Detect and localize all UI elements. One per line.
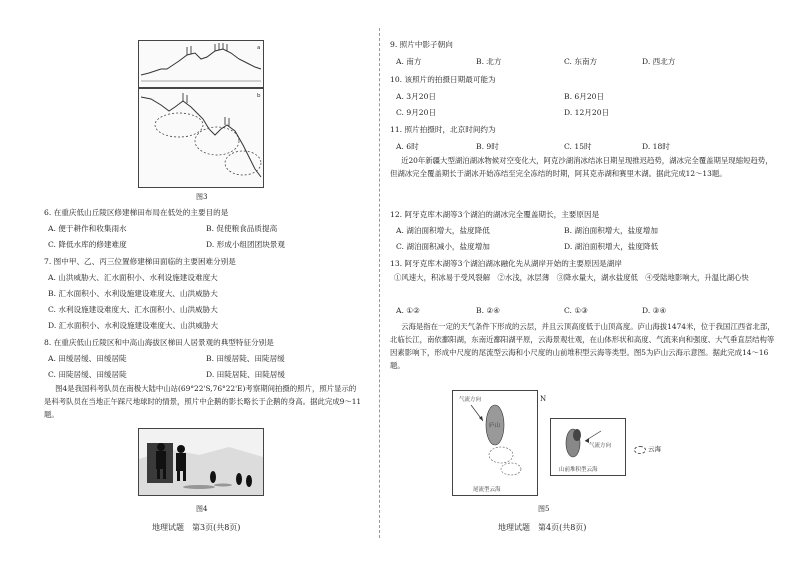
question-7-option-b[interactable]: B. 汇水面积小、水利设施建设难度大、山洪威胁大 — [48, 289, 218, 298]
question-10-stem: 10. 该照片的拍摄日期最可能为 — [390, 75, 496, 84]
passage-cloud-sea: 云海是指在一定的天气条件下形成的云层，并且云顶高度低于山顶高度。庐山海拔1474米，位于我国江西省北部，北临长江，南依鄱阳湖，东南近鄱阳湖平原，云海景观壮观，在山体形状和高度、气流来向和强度、大气垂直层结构等因素影响下，形成中尺度的尾流型云海和小尺度的山前堆积型云海等类型。图5为庐山云海示意图。据此完成14～16题。 — [390, 322, 775, 370]
question-7-stem: 7. 图中甲、乙、丙三位置修建梯田面临的主要困难分别是 — [44, 257, 236, 266]
question-10-option-c[interactable]: C. 9月20日 — [396, 108, 437, 117]
figure-5-left-sub-label: 尾流型云海 — [473, 487, 501, 493]
question-9-option-c[interactable]: C. 东南方 — [564, 57, 598, 66]
question-12-option-a[interactable]: A. 湖泊面积增大，盐度降低 — [396, 226, 490, 235]
passage-lake-ice: 近20年新疆大型湖泊湖冰物候对空变化大，阿克沙湖消冰结冰日期呈现推迟趋势，湖冰完全覆盖期呈现缩短趋势，但湖冰完全覆盖期长于湖冰开始冻结至完全冻结的时期，阿其克赤湖和赛里木湖。据此完成12～13题。 — [390, 156, 773, 178]
question-9-option-b[interactable]: B. 北方 — [476, 57, 502, 66]
question-8-option-a[interactable]: A. 田缓居缓、田缓居陡 — [48, 354, 127, 363]
left-page-footer: 地理试题 第3页(共8页) — [152, 523, 241, 532]
question-6-option-c[interactable]: C. 降低水库的修建难度 — [48, 240, 127, 249]
figure-5-wake-cloud-sea — [452, 390, 538, 496]
question-8-option-d[interactable]: D. 田陡居陡、田陡居缓 — [206, 370, 285, 379]
question-13-statements: ①风速大，积冰易于受风裂解 ②水浅，冰层薄 ③降水量大，湖水盐度低 ④受陆地影响大，升温比湖心快 — [394, 273, 749, 282]
question-11-option-d[interactable]: D. 18时 — [642, 142, 670, 151]
question-11-option-a[interactable]: A. 6时 — [396, 142, 419, 151]
figure-5-legend-symbol — [634, 446, 646, 454]
question-12-option-b[interactable]: B. 湖泊面积增大，盐度增加 — [564, 226, 658, 235]
figure-3b — [138, 88, 264, 188]
figure-5-legend-label: 云海 — [648, 445, 661, 453]
question-9-option-d[interactable]: D. 西北方 — [642, 57, 676, 66]
figure-4-photo — [138, 428, 264, 496]
figure-3-caption: 图3 — [196, 193, 208, 201]
figure-3b-terrace-profile — [139, 89, 263, 187]
question-10-option-d[interactable]: D. 12月20日 — [564, 108, 610, 117]
figure-3 — [138, 40, 264, 88]
question-10-option-a[interactable]: A. 3月20日 — [396, 92, 436, 101]
question-13-option-d[interactable]: D. ③④ — [642, 306, 667, 315]
question-13-option-c[interactable]: C. ①③ — [564, 306, 588, 315]
question-13-option-a[interactable]: A. ①② — [396, 306, 420, 315]
question-11-stem: 11. 照片拍摄时，北京时间约为 — [390, 125, 496, 134]
question-8-stem: 8. 在重庆低山丘陵区和中高山海拔区梯田人居景观的典型特征分别是 — [44, 338, 274, 347]
figure-5-caption: 图5 — [538, 505, 550, 513]
question-13-stem: 13. 阿牙克库木湖等3个湖泊湖冰融化先从湖岸开始的主要原因是湖岸 — [390, 259, 622, 268]
question-6-option-a[interactable]: A. 便于耕作和收集雨水 — [48, 224, 127, 233]
figure-3a-label: a — [257, 45, 261, 51]
question-7-option-d[interactable]: D. 汇水面积小、水利设施建设难度大、山洪威胁大 — [48, 321, 219, 330]
figure-3b-label: b — [257, 93, 261, 99]
left-page — [0, 0, 380, 561]
question-8-option-c[interactable]: C. 田陡居缓、田缓居陡 — [48, 370, 127, 379]
question-9-option-a[interactable]: A. 南方 — [396, 57, 422, 66]
figure-5-right-sub-label: 山前堆积型云海 — [559, 467, 598, 473]
question-11-option-c[interactable]: C. 15时 — [564, 142, 592, 151]
question-9-stem: 9. 照片中影子朝向 — [390, 40, 453, 49]
question-11-option-b[interactable]: B. 9时 — [476, 142, 499, 151]
question-10-option-b[interactable]: B. 6月20日 — [564, 92, 605, 101]
question-6-option-d[interactable]: D. 形成小组团团块景观 — [206, 240, 285, 249]
figure-5-front-cloud-sea — [550, 418, 626, 476]
question-8-option-b[interactable]: B. 田缓居陡、田陡居缓 — [206, 354, 285, 363]
question-6-option-b[interactable]: B. 促使粮食品质提高 — [206, 224, 278, 233]
question-13-option-b[interactable]: B. ②④ — [476, 306, 501, 315]
figure-5-left-airflow-label: 气流方向 — [459, 397, 482, 403]
figure-5-wake-diagram — [453, 391, 537, 495]
right-page — [380, 0, 794, 561]
figure-4-scene — [139, 429, 263, 495]
question-12-option-d[interactable]: D. 湖泊面积增大，盐度降低 — [564, 242, 659, 251]
figure-5-north-arrow: N — [540, 395, 547, 403]
right-page-footer: 地理试题 第4页(共8页) — [498, 523, 587, 532]
question-12-option-c[interactable]: C. 湖泊面积减小，盐度增加 — [396, 242, 490, 251]
question-6-stem: 6. 在重庆低山丘陵区修建梯田布局在低处的主要目的是 — [44, 208, 229, 217]
figure-5-lushan-label: 庐山 — [489, 423, 501, 429]
figure-3a-terrace-profile — [139, 41, 263, 87]
question-12-stem: 12. 阿牙克库木湖等3个湖泊的湖冰完全覆盖期长，主要原因是 — [390, 210, 600, 219]
passage-figure-4: 图4是我国科考队员在南极大陆中山站(69°22'S,76°22'E)考察期间拍摄的照片，照片显示的是科考队员在当地正午踩尺地球时的情景，照片中企鹅的影长略长于企鹅的身高。据此完成9～11题。 — [44, 384, 362, 419]
question-7-option-a[interactable]: A. 山洪威胁大、汇水面积小、水利设施建设难度大 — [48, 273, 218, 282]
figure-5-right-airflow-label: 气流方向 — [589, 443, 612, 449]
figure-5-front-diagram — [551, 419, 625, 475]
figure-4-caption: 图4 — [196, 505, 208, 513]
question-7-option-c[interactable]: C. 水利设施建设难度大、汇水面积小、山洪威胁大 — [48, 305, 218, 314]
